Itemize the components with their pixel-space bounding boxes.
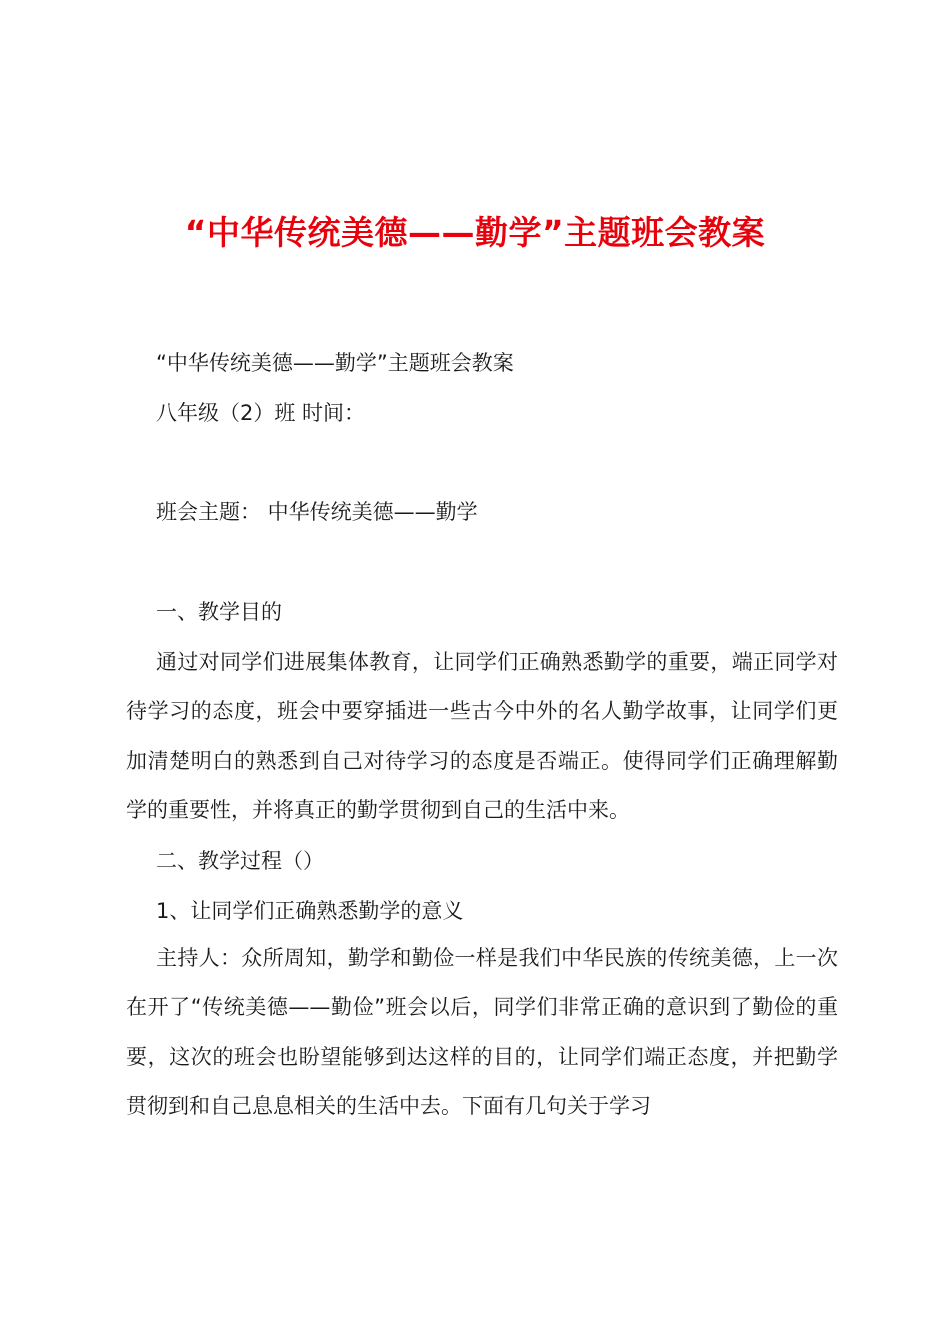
section1-paragraph: 通过对同学们进展集体教育，让同学们正确熟悉勤学的重要，端正同学对待学习的态度，班会中要穿插进一些古今中外的名人勤学故事，让同学们更加清楚明白的熟悉到自己对待学习的态度是否端正。使得同学们正确理解勤学的重要性，并将真正的勤学贯彻到自己的生活中来。	[126, 650, 838, 823]
document-subtitle: “中华传统美德——勤学”主题班会教案	[156, 351, 514, 375]
section1-heading: 一、教学目的	[156, 600, 282, 624]
step1-paragraph: 主持人：众所周知，勤学和勤俭一样是我们中华民族的传统美德，上一次在开了“传统美德——勤俭”班会以后，同学们非常正确的意识到了勤俭的重要，这次的班会也盼望能够到达这样的目的，让同学们端正态度，并把勤学贯彻到和自己息息相关的生活中去。下面有几句关于学习	[126, 946, 838, 1119]
section2-heading: 二、教学过程（）	[156, 849, 324, 873]
theme-line: 班会主题： 中华传统美德——勤学	[156, 500, 478, 524]
step1-heading: 1、让同学们正确熟悉勤学的意义	[156, 899, 464, 923]
document-title: “中华传统美德——勤学”主题班会教案	[184, 213, 766, 252]
class-time-line: 八年级（2）班 时间：	[156, 401, 366, 425]
